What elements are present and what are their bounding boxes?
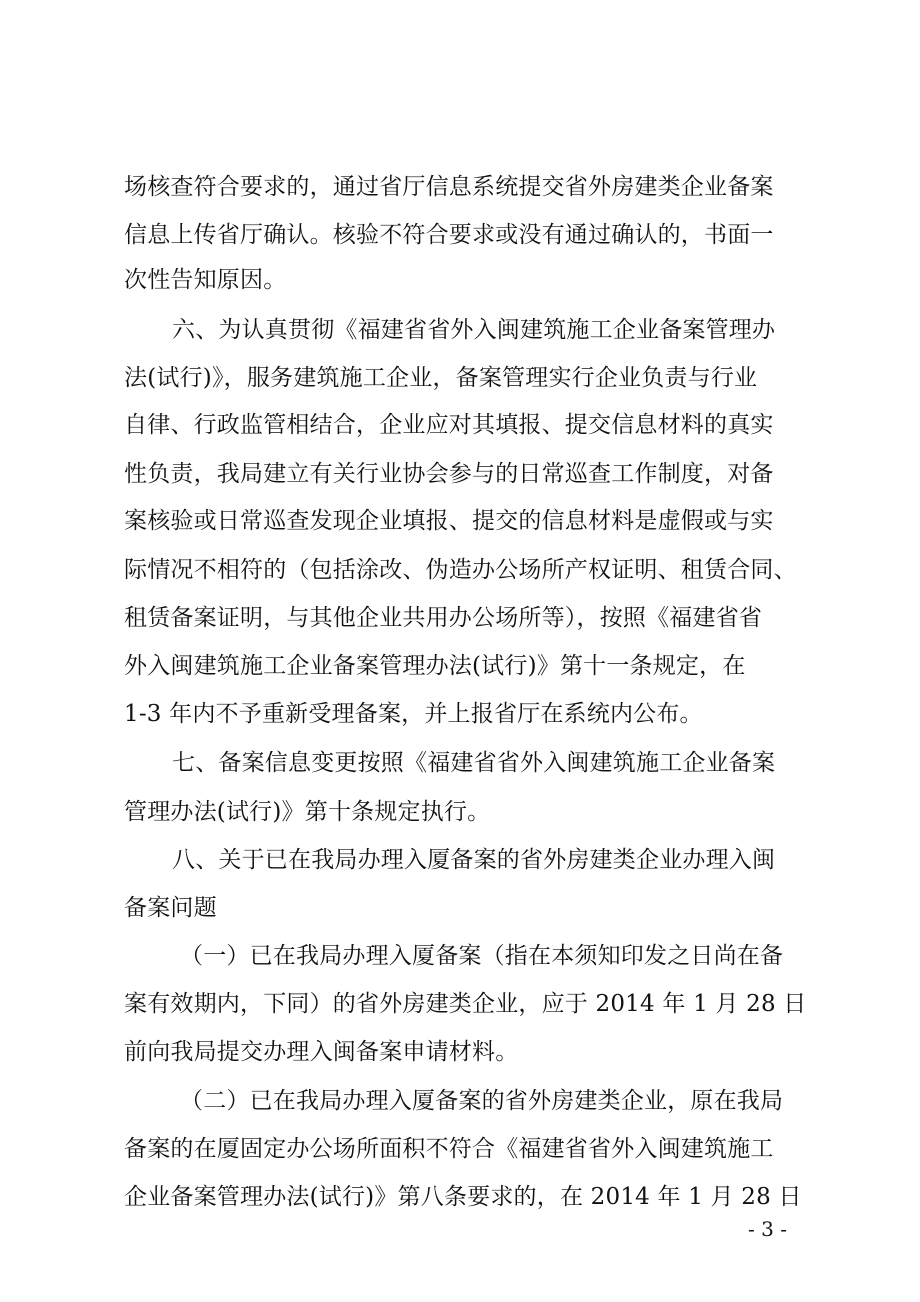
subparagraph-two-start: （二）已在我局办理入厦备案的省外房建类企业，原在我局 [180, 1088, 784, 1114]
text-line: 法(试行)》，服务建筑施工企业，备案管理实行企业负责与行业 [124, 365, 758, 391]
text-line: 际情况不相符的（包括涂改、伪造办公场所产权证明、租赁合同、 [124, 557, 797, 583]
text-line: 备案问题 [124, 895, 217, 921]
text-line: 管理办法(试行)》第十条规定执行。 [124, 799, 491, 825]
text-line: 1-3 年内不予重新受理备案，并上报省厅在系统内公布。 [124, 701, 703, 727]
text-line: 信息上传省厅确认。核验不符合要求或没有通过确认的，书面一 [124, 222, 774, 248]
text-line: 前向我局提交办理入闽备案申请材料。 [124, 1039, 519, 1065]
paragraph-seven-start: 七、备案信息变更按照《福建省省外入闽建筑施工企业备案 [172, 750, 776, 776]
text-line: 场核查符合要求的，通过省厅信息系统提交省外房建类企业备案 [124, 174, 774, 200]
paragraph-eight-start: 八、关于已在我局办理入厦备案的省外房建类企业办理入闽 [172, 847, 776, 873]
text-line: 租赁备案证明，与其他企业共用办公场所等），按照《福建省省 [124, 605, 763, 631]
page-number: - 3 - [748, 1217, 787, 1241]
text-line: 案核验或日常巡查发现企业填报、提交的信息材料是虚假或与实 [124, 508, 774, 534]
text-line: 案有效期内，下同）的省外房建类企业，应于 2014 年 1 月 28 日 [124, 991, 807, 1017]
subparagraph-one-start: （一）已在我局办理入厦备案（指在本须知印发之日尚在备 [180, 943, 784, 969]
text-line: 备案的在厦固定办公场所面积不符合《福建省省外入闽建筑施工 [124, 1136, 774, 1162]
text-line: 次性告知原因。 [124, 267, 287, 293]
text-line: 企业备案管理办法(试行)》第八条要求的，在 2014 年 1 月 28 日 [124, 1184, 802, 1210]
text-line: 自律、行政监管相结合，企业应对其填报、提交信息材料的真实 [124, 412, 774, 438]
paragraph-six-start: 六、为认真贯彻《福建省省外入闽建筑施工企业备案管理办 [172, 317, 776, 343]
text-line: 性负责，我局建立有关行业协会参与的日常巡查工作制度，对备 [124, 461, 774, 487]
text-line: 外入闽建筑施工企业备案管理办法(试行)》第十一条规定，在 [124, 653, 746, 679]
